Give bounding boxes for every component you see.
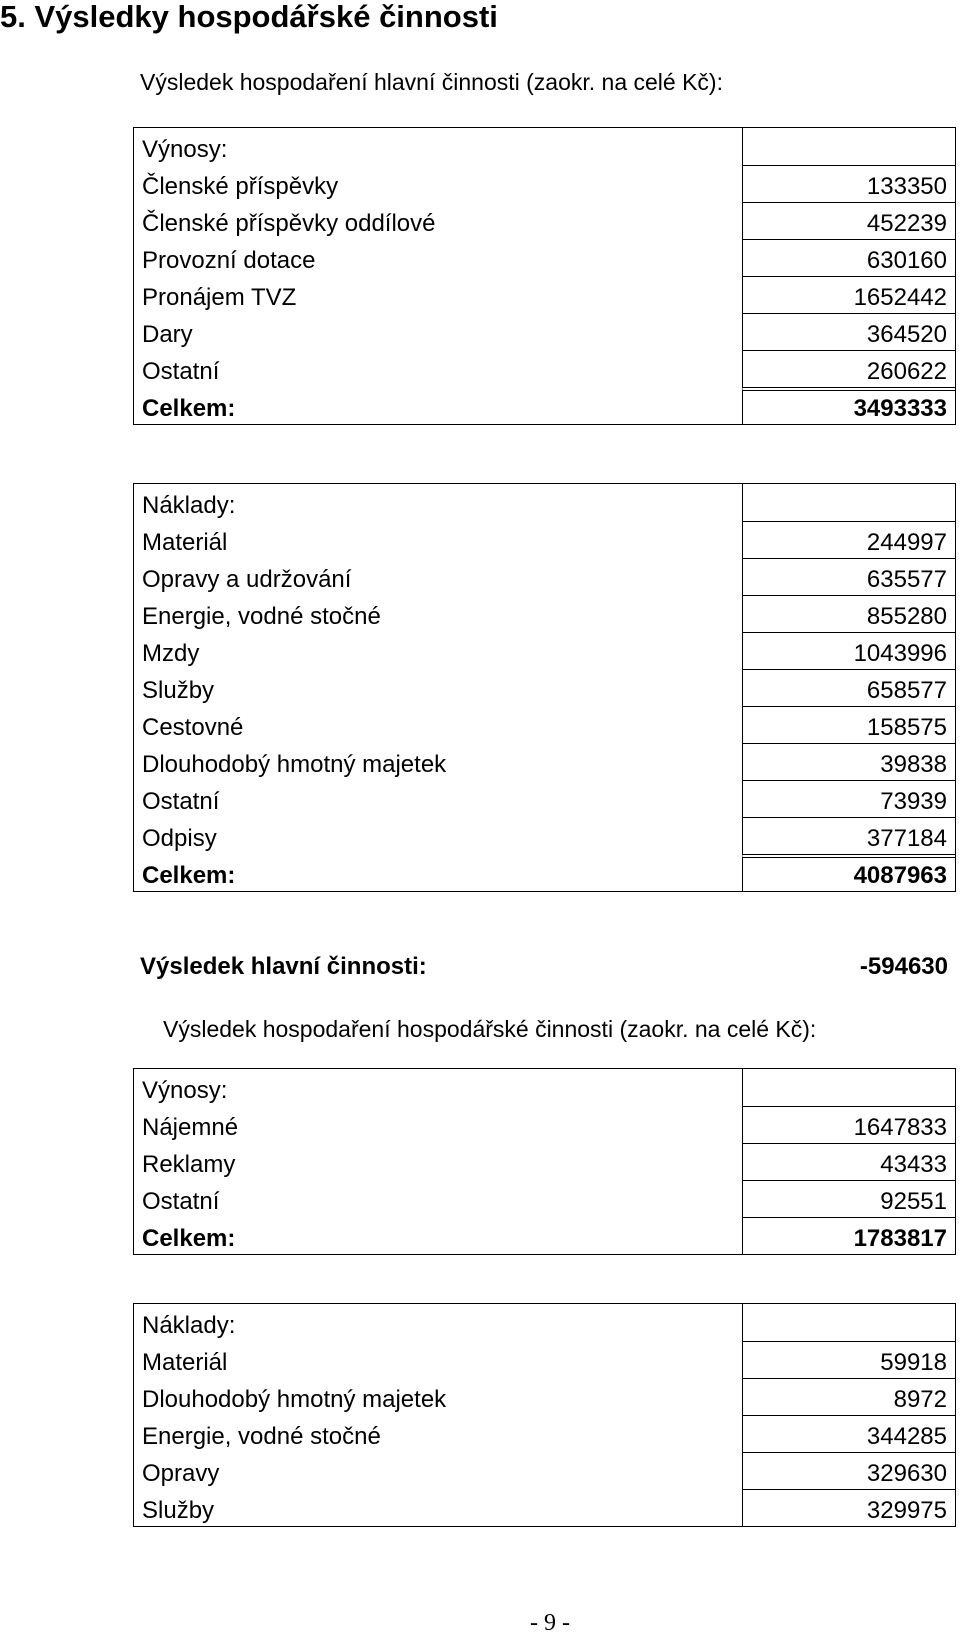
row-label: Členské příspěvky (142, 173, 339, 200)
row-value: 855280 (866, 603, 947, 630)
row-label: Reklamy (142, 1151, 236, 1178)
table-row (134, 1341, 955, 1378)
total-value: 1783817 (853, 1225, 947, 1252)
table-row (134, 350, 955, 387)
row-label: Ostatní (142, 788, 220, 815)
row-value: 1652442 (853, 284, 947, 311)
row-label: Opravy a udržování (142, 566, 352, 593)
main-result-row (140, 953, 956, 981)
result-value: -594630 (859, 953, 948, 980)
total-row (134, 1217, 955, 1254)
table-row (134, 276, 955, 313)
row-value: 635577 (866, 566, 947, 593)
row-value: 329975 (866, 1497, 947, 1524)
total-label: Celkem: (142, 1225, 236, 1252)
row-label: Služby (142, 1497, 215, 1524)
row-label: Členské příspěvky oddílové (142, 210, 436, 237)
row-value: 244997 (866, 529, 947, 556)
row-label: Dlouhodobý hmotný majetek (142, 751, 447, 778)
row-label: Dlouhodobý hmotný majetek (142, 1386, 447, 1413)
row-label: Služby (142, 677, 215, 704)
main-revenues-table (133, 127, 956, 425)
value-cell (742, 128, 955, 165)
main-costs-table (133, 483, 956, 892)
table-row (134, 669, 955, 706)
revenues-header: Výnosy: (142, 136, 228, 163)
costs-header: Náklady: (142, 1312, 236, 1339)
row-value: 364520 (866, 321, 947, 348)
row-value: 73939 (880, 788, 947, 815)
economic-activity-title: Výsledek hospodaření hospodářské činnosti (zaokr. na celé Kč): (163, 1016, 817, 1042)
total-label: Celkem: (142, 862, 236, 889)
row-label: Dary (142, 321, 193, 348)
row-value: 39838 (880, 751, 947, 778)
row-value: 658577 (866, 677, 947, 704)
row-value: 43433 (880, 1151, 947, 1178)
row-label: Opravy (142, 1460, 220, 1487)
table-row (134, 780, 955, 817)
row-label: Materiál (142, 1349, 228, 1376)
row-value: 92551 (880, 1188, 947, 1215)
table-row (134, 239, 955, 276)
table-row (134, 743, 955, 780)
row-label: Provozní dotace (142, 247, 316, 274)
value-cell (742, 1069, 955, 1106)
row-label: Pronájem TVZ (142, 284, 297, 311)
row-value: 329630 (866, 1460, 947, 1487)
row-value: 260622 (866, 358, 947, 385)
table-row (134, 1489, 955, 1526)
page-heading: 5. Výsledky hospodářské činnosti (0, 0, 498, 34)
main-activity-title: Výsledek hospodaření hlavní činnosti (zaokr. na celé Kč): (140, 69, 723, 95)
economic-costs-table (133, 1303, 956, 1527)
revenues-header: Výnosy: (142, 1077, 228, 1104)
total-row (134, 854, 955, 891)
row-label: Mzdy (142, 640, 200, 667)
table-row (134, 1415, 955, 1452)
table-row (134, 632, 955, 669)
table-row (134, 1106, 955, 1143)
row-label: Ostatní (142, 1188, 220, 1215)
row-value: 59918 (880, 1349, 947, 1376)
table-row (134, 165, 955, 202)
revenues-header-row (134, 1069, 955, 1106)
table-row (134, 706, 955, 743)
row-label: Ostatní (142, 358, 220, 385)
table-row (134, 817, 955, 854)
total-label: Celkem: (142, 395, 236, 422)
row-value: 377184 (866, 825, 947, 852)
row-label: Nájemné (142, 1114, 239, 1141)
total-value: 4087963 (853, 862, 947, 889)
table-row (134, 1378, 955, 1415)
row-value: 630160 (866, 247, 947, 274)
page-number: - 9 - (530, 1610, 570, 1636)
row-label: Cestovné (142, 714, 244, 741)
table-row (134, 313, 955, 350)
table-row (134, 595, 955, 632)
total-row (134, 387, 955, 424)
row-value: 8972 (893, 1386, 947, 1413)
row-label: Energie, vodné stočné (142, 1423, 381, 1450)
result-label: Výsledek hlavní činnosti: (140, 953, 427, 980)
table-row (134, 558, 955, 595)
table-row (134, 1452, 955, 1489)
value-cell (742, 1304, 955, 1341)
row-value: 344285 (866, 1423, 947, 1450)
row-value: 452239 (866, 210, 947, 237)
row-value: 158575 (866, 714, 947, 741)
table-row (134, 521, 955, 558)
value-cell (742, 484, 955, 521)
costs-header-row (134, 484, 955, 521)
row-value: 133350 (866, 173, 947, 200)
economic-revenues-table (133, 1068, 956, 1255)
table-row (134, 1180, 955, 1217)
revenues-header-row (134, 128, 955, 165)
costs-header-row (134, 1304, 955, 1341)
row-value: 1043996 (853, 640, 947, 667)
row-label: Energie, vodné stočné (142, 603, 381, 630)
table-row (134, 1143, 955, 1180)
row-value: 1647833 (853, 1114, 947, 1141)
row-label: Materiál (142, 529, 228, 556)
total-value: 3493333 (853, 395, 947, 422)
costs-header: Náklady: (142, 492, 236, 519)
table-row (134, 202, 955, 239)
row-label: Odpisy (142, 825, 217, 852)
